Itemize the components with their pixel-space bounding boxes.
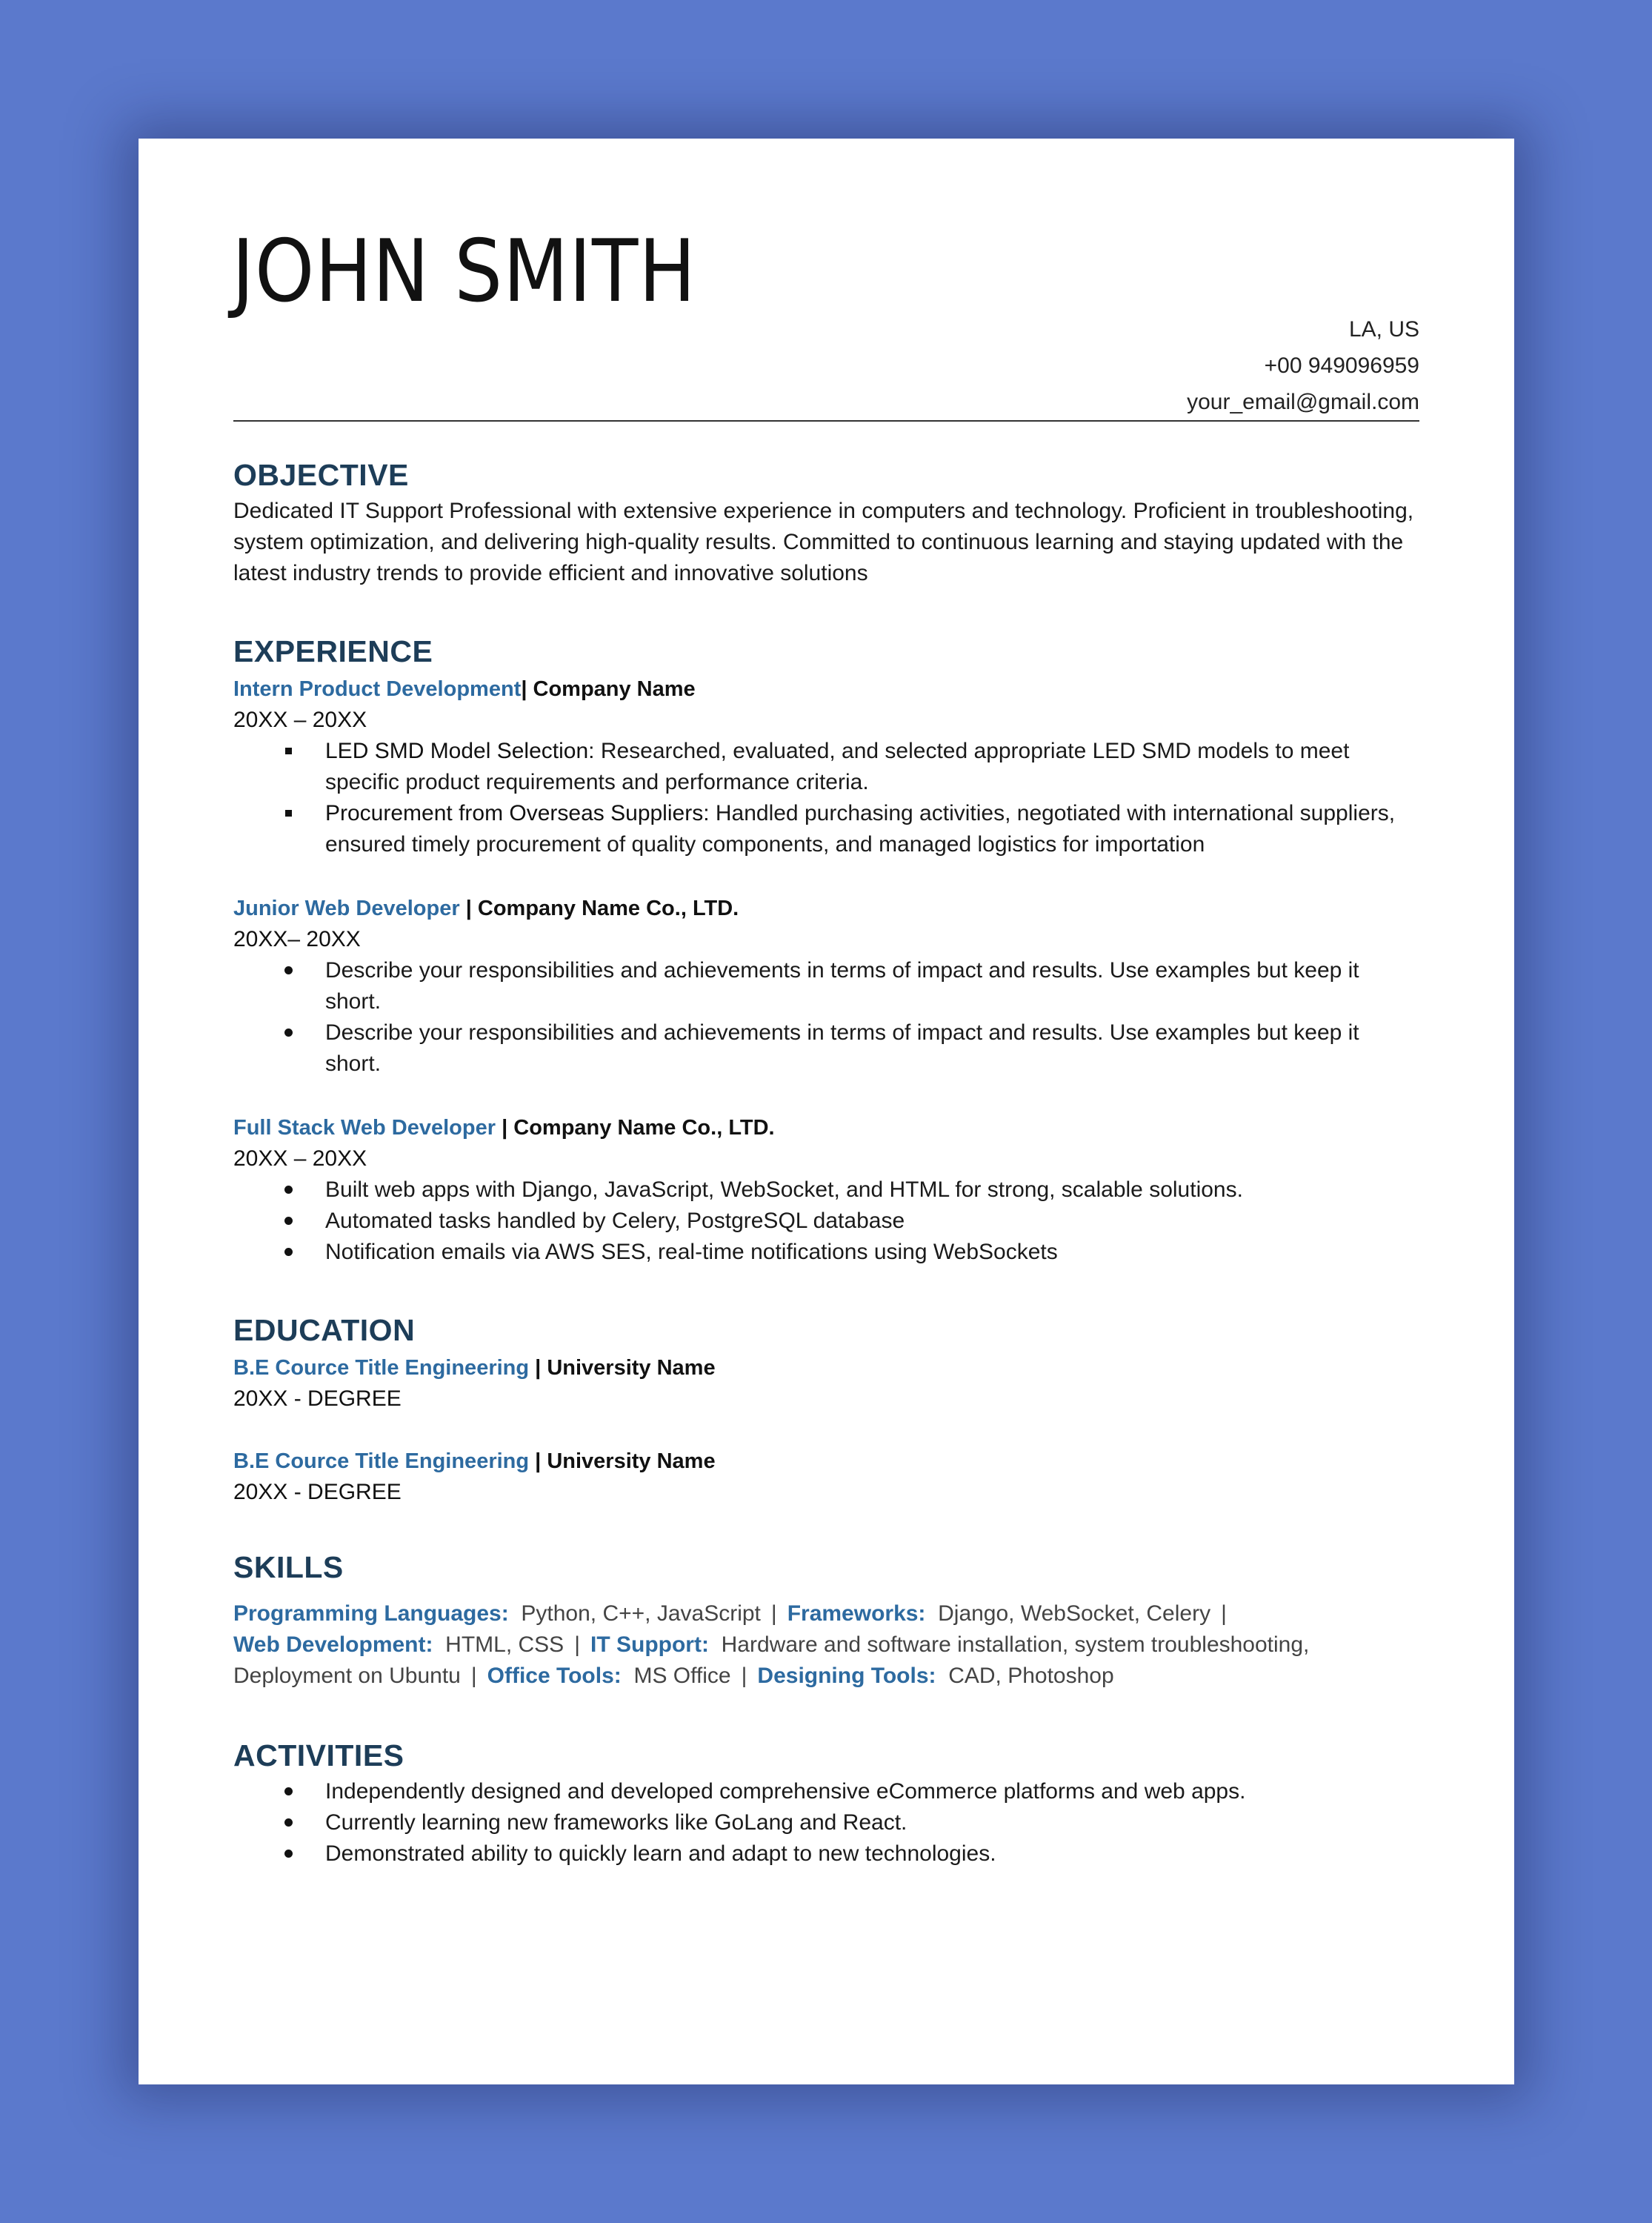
education-detail: 20XX - DEGREE	[233, 1480, 402, 1504]
skill-label: Programming Languages:	[233, 1601, 509, 1626]
section-title-objective: OBJECTIVE	[233, 458, 409, 492]
education-section	[233, 1309, 1419, 1508]
skill-label: Frameworks:	[787, 1601, 926, 1626]
job-header	[233, 893, 1419, 924]
bullet-text: Handled purchasing activities, negotiated with international suppliers, ensured timely procurement of quality components, and managed logistics for importation	[325, 801, 1396, 857]
skill-separator: |	[470, 1664, 477, 1688]
education-entry	[233, 1352, 1419, 1415]
skill-value: HTML, CSS	[445, 1632, 564, 1657]
list-item	[325, 798, 1419, 860]
skill-value: MS Office	[633, 1664, 731, 1688]
skill-label: Office Tools:	[487, 1664, 622, 1688]
education-entry	[233, 1446, 1419, 1508]
skill-separator: |	[770, 1601, 777, 1626]
list-item	[325, 1174, 1419, 1206]
bullet-icon	[281, 1206, 296, 1237]
job-header	[233, 674, 1419, 705]
bullet-text: Built web apps with Django, JavaScript, WebSocket, and HTML for strong, scalable solutions.	[325, 1177, 1243, 1202]
bullet-icon	[281, 1776, 296, 1807]
bullet-term: LED SMD Model Selection:	[325, 739, 595, 763]
activity-list	[233, 1776, 1419, 1870]
job-bullets	[233, 955, 1419, 1080]
objective-section	[233, 454, 1419, 589]
resume-page	[139, 139, 1514, 2084]
list-item	[325, 736, 1419, 798]
experience-section	[233, 631, 1419, 1268]
list-item	[325, 1206, 1419, 1237]
list-item	[325, 955, 1419, 1017]
section-title-experience: EXPERIENCE	[233, 634, 433, 668]
job-header	[233, 1112, 1419, 1143]
bullet-icon	[281, 955, 296, 986]
section-title-skills: SKILLS	[233, 1550, 344, 1584]
list-item	[325, 1807, 1419, 1838]
activity-text: Currently learning new frameworks like GoLang and React.	[325, 1810, 907, 1835]
bullet-text: Describe your responsibilities and achievements in terms of impact and results. Use examples but keep it short.	[325, 1020, 1359, 1076]
section-title-education: EDUCATION	[233, 1313, 416, 1347]
job-bullets	[233, 736, 1419, 860]
skills-section	[233, 1546, 1419, 1692]
skill-separator: |	[741, 1664, 747, 1688]
skill-separator: |	[574, 1632, 580, 1657]
job-dates: 20XX– 20XX	[233, 927, 361, 951]
job-company: | Company Name Co., LTD.	[459, 897, 739, 920]
job-entry	[233, 893, 1419, 1080]
resume-header	[233, 220, 1419, 422]
skill-value: CAD, Photoshop	[948, 1664, 1114, 1688]
list-item	[325, 1017, 1419, 1080]
bullet-text: Describe your responsibilities and achievements in terms of impact and results. Use examples but keep it short.	[325, 958, 1359, 1014]
objective-text: Dedicated IT Support Professional with extensive experience in computers and technology. Proficient in troubleshooting, system optimization, and delivering high-quality results. Committed to continuous learning and staying updated with the latest industry trends to provide efficient and innovative solutions	[233, 499, 1414, 585]
school-name: | University Name	[529, 1356, 716, 1380]
email: your_email@gmail.com	[1187, 390, 1419, 414]
activity-text: Independently designed and developed comprehensive eCommerce platforms and web apps.	[325, 1779, 1246, 1804]
activity-text: Demonstrated ability to quickly learn and adapt to new technologies.	[325, 1841, 996, 1866]
section-title-activities: ACTIVITIES	[233, 1738, 404, 1772]
skill-value: Hardware and software installation, system troubleshooting, Deployment on Ubuntu	[233, 1632, 1310, 1688]
job-bullets	[233, 1174, 1419, 1268]
phone: +00 949096959	[1264, 353, 1419, 378]
bullet-text: Automated tasks handled by Celery, PostgreSQL database	[325, 1209, 905, 1233]
bullet-text: Researched, evaluated, and selected appropriate LED SMD models to meet specific product requirements and performance criteria.	[325, 739, 1350, 794]
skills-text	[233, 1598, 1419, 1692]
education-detail: 20XX - DEGREE	[233, 1386, 402, 1411]
list-item	[325, 1838, 1419, 1870]
course-title: B.E Cource Title Engineering	[233, 1449, 530, 1473]
job-entry	[233, 674, 1419, 860]
skill-separator: |	[1221, 1601, 1227, 1626]
bullet-icon	[281, 1838, 296, 1870]
list-item	[325, 1237, 1419, 1268]
activities-section	[233, 1735, 1419, 1870]
candidate-name: JOHN SMITH	[232, 222, 696, 322]
bullet-icon	[281, 1017, 296, 1049]
bullet-text: Notification emails via AWS SES, real-time notifications using WebSockets	[325, 1240, 1058, 1264]
job-entry	[233, 1112, 1419, 1268]
bullet-term: Procurement from Overseas Suppliers:	[325, 801, 710, 825]
job-company: | Company Name Co., LTD.	[496, 1116, 775, 1140]
school-name: | University Name	[529, 1449, 716, 1473]
job-dates: 20XX – 20XX	[233, 1146, 367, 1171]
skill-value: Django, WebSocket, Celery	[938, 1601, 1211, 1626]
location: LA, US	[1348, 317, 1419, 342]
skill-label: Web Development:	[233, 1632, 433, 1657]
bullet-icon	[281, 1807, 296, 1838]
job-company: | Company Name	[521, 677, 696, 701]
job-role: Full Stack Web Developer	[233, 1116, 496, 1140]
skill-label: IT Support:	[590, 1632, 709, 1657]
education-header	[233, 1446, 1419, 1477]
bullet-icon	[281, 1174, 296, 1206]
skill-label: Designing Tools:	[757, 1664, 936, 1688]
contact-info	[1187, 311, 1419, 420]
bullet-icon	[281, 1237, 296, 1268]
skill-value: Python, C++, JavaScript	[521, 1601, 761, 1626]
education-header	[233, 1352, 1419, 1383]
job-role: Junior Web Developer	[233, 897, 460, 920]
job-role: Intern Product Development	[233, 677, 522, 701]
job-dates: 20XX – 20XX	[233, 708, 367, 732]
square-bullet-icon	[281, 798, 296, 829]
course-title: B.E Cource Title Engineering	[233, 1356, 530, 1380]
square-bullet-icon	[281, 736, 296, 767]
list-item	[325, 1776, 1419, 1807]
